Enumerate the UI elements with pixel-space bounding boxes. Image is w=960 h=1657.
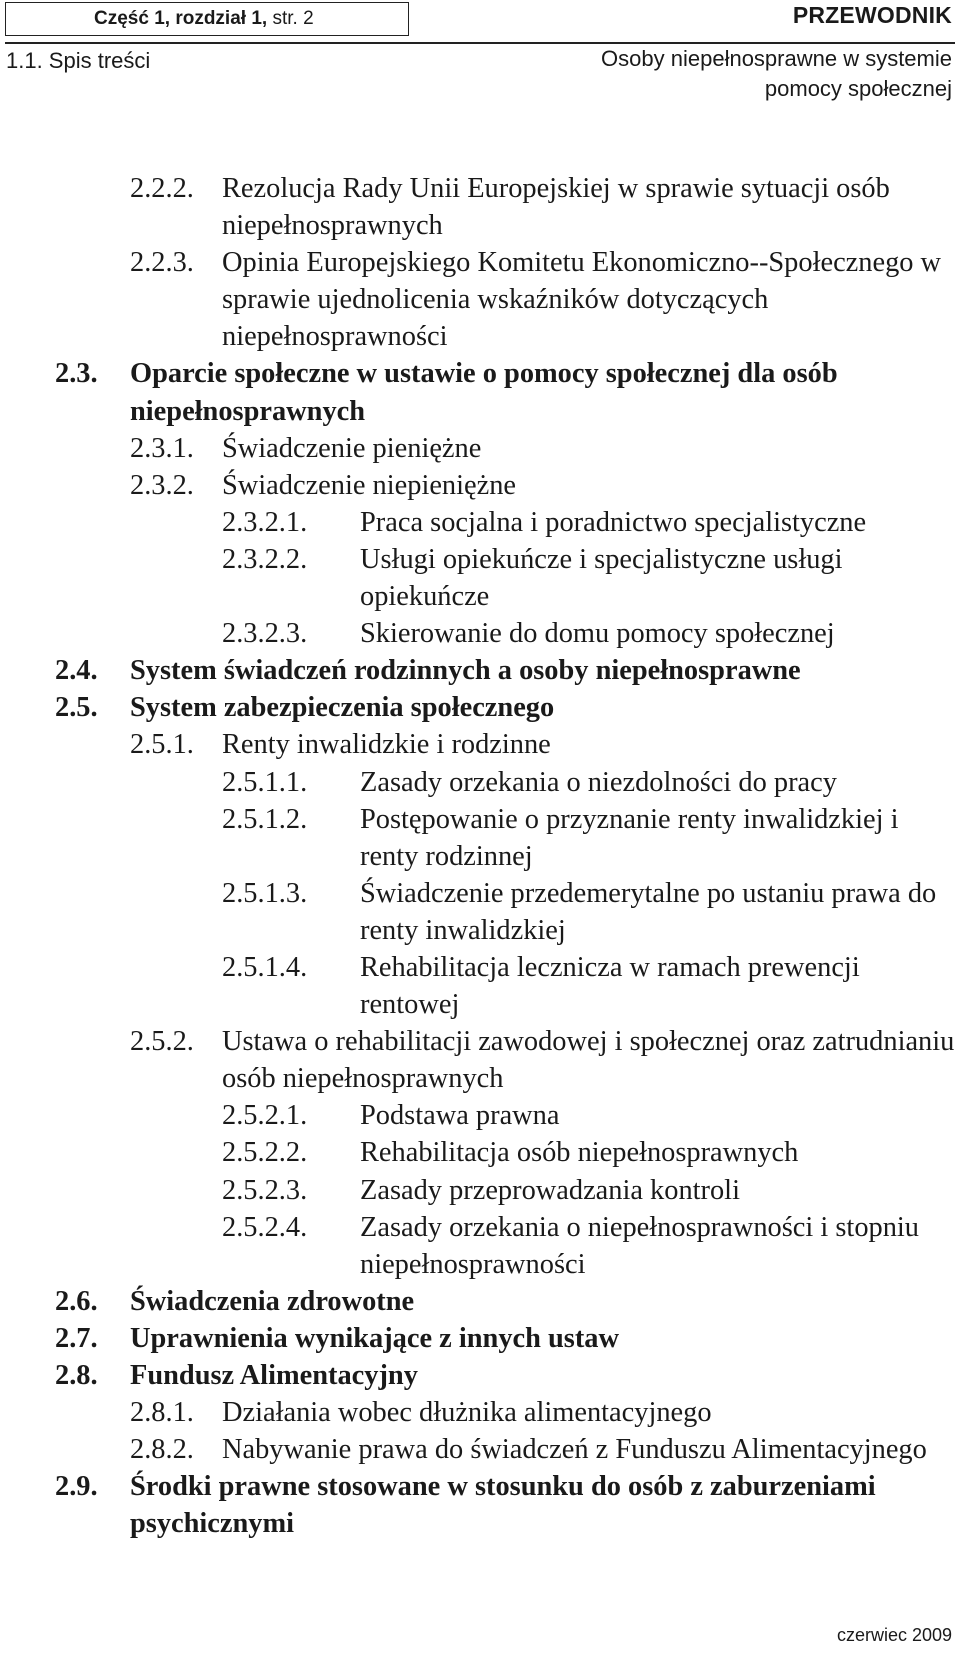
toc-number: 2.5.1.4. xyxy=(222,951,308,983)
toc-title: System zabezpieczenia społecznego xyxy=(130,692,555,724)
toc-number: 2.9. xyxy=(55,1471,98,1503)
toc-entry xyxy=(0,1023,960,1097)
toc-number: 2.7. xyxy=(55,1322,98,1354)
toc-number: 2.8. xyxy=(55,1360,98,1391)
toc-entry xyxy=(0,541,960,615)
toc-entry xyxy=(0,1209,960,1283)
toc-title: Uprawnienia wynikające z innych ustaw xyxy=(130,1322,619,1354)
toc-number: 2.5.1.2. xyxy=(222,803,308,835)
toc-entry xyxy=(0,170,960,244)
toc-entry xyxy=(0,875,960,949)
toc-number: 2.4. xyxy=(55,655,98,687)
toc-number: 2.8.1. xyxy=(130,1397,194,1429)
toc-number: 2.5.1. xyxy=(130,729,194,761)
toc-entry xyxy=(0,1283,960,1320)
toc-entry xyxy=(0,1468,960,1542)
toc-number: 2.5.2.1. xyxy=(222,1100,308,1132)
toc-title: Świadczenia zdrowotne xyxy=(130,1285,415,1317)
toc-entry xyxy=(0,949,960,1023)
page-label: str. 2 xyxy=(272,8,314,29)
toc-number: 2.3.2.1. xyxy=(222,506,308,538)
toc-number: 2.5.2.2. xyxy=(222,1137,308,1169)
table-of-contents xyxy=(0,170,960,1542)
toc-title: Zasady przeprowadzania kontroli xyxy=(360,1174,740,1206)
toc-entry xyxy=(0,1431,960,1468)
subject-line-1: Osoby niepełnosprawne w systemie xyxy=(601,46,952,71)
toc-title: Nabywanie prawa do świadczeń z Funduszu Alimentacyjnego xyxy=(222,1434,927,1466)
toc-title: Praca socjalna i poradnictwo specjalistyczne xyxy=(360,506,867,538)
toc-title: Świadczenie przedemerytalne po ustaniu prawa do renty inwalidzkiej xyxy=(360,877,937,946)
chapter-label: Część 1, rozdział 1, xyxy=(94,8,268,29)
toc-title: Rehabilitacja lecznicza w ramach prewencji rentowej xyxy=(360,951,860,1021)
toc-entry xyxy=(0,615,960,652)
toc-entry xyxy=(0,1357,960,1394)
toc-entry xyxy=(0,1097,960,1134)
subject-line-2: pomocy społecznej xyxy=(764,76,952,101)
toc-number: 2.3.2.3. xyxy=(222,618,308,650)
toc-title: System świadczeń rodzinnych a osoby niepełnosprawne xyxy=(130,655,801,687)
toc-title: Działania wobec dłużnika alimentacyjnego xyxy=(222,1397,712,1429)
toc-number: 2.3.1. xyxy=(130,432,194,464)
toc-number: 2.8.2. xyxy=(130,1434,194,1466)
publication-title: PRZEWODNIK xyxy=(792,2,952,28)
toc-number: 2.5.1.1. xyxy=(222,766,308,798)
toc-entry xyxy=(0,1394,960,1431)
toc-entry xyxy=(0,726,960,763)
toc-number: 2.5.2.4. xyxy=(222,1211,308,1243)
toc-title: Oparcie społeczne w ustawie o pomocy społecznej dla osób niepełnosprawnych xyxy=(130,358,838,427)
toc-entry xyxy=(0,355,960,429)
toc-number: 2.5. xyxy=(55,692,98,724)
toc-title: Podstawa prawna xyxy=(360,1100,560,1132)
toc-title: Postępowanie o przyznanie renty inwalidzkiej i renty rodzinnej xyxy=(360,803,899,872)
toc-title: Skierowanie do domu pomocy społecznej xyxy=(360,618,835,650)
toc-entry xyxy=(0,801,960,875)
toc-title: Ustawa o rehabilitacji zawodowej i społecznej oraz zatrudnianiu osób niepełnosprawnych xyxy=(222,1026,955,1095)
toc-entry xyxy=(0,430,960,467)
toc-title: Świadczenie niepieniężne xyxy=(222,469,517,501)
toc-entry xyxy=(0,1134,960,1171)
toc-entry xyxy=(0,467,960,504)
toc-number: 2.2.3. xyxy=(130,247,194,279)
toc-entry xyxy=(0,764,960,801)
toc-entry xyxy=(0,1320,960,1357)
toc-title: Usługi opiekuńcze i specjalistyczne usługi opiekuńcze xyxy=(360,543,843,613)
toc-number: 2.3.2.2. xyxy=(222,543,308,575)
toc-number: 2.3.2. xyxy=(130,469,194,501)
toc-number: 2.5.2. xyxy=(130,1026,194,1058)
toc-title: Opinia Europejskiego Komitetu Ekonomiczno--Społecznego w sprawie ujednolicenia wskaźników dotyczących niepełnosprawności xyxy=(222,247,942,353)
toc-entry xyxy=(0,504,960,541)
toc-title: Rezolucja Rady Unii Europejskiej w sprawie sytuacji osób niepełnosprawnych xyxy=(222,173,890,242)
toc-number: 2.5.1.3. xyxy=(222,877,308,909)
subject-title xyxy=(601,44,952,104)
toc-title: Świadczenie pieniężne xyxy=(222,432,482,464)
toc-title: Zasady orzekania o niezdolności do pracy xyxy=(360,766,837,798)
toc-number: 2.6. xyxy=(55,1285,98,1317)
toc-entry xyxy=(0,1172,960,1209)
toc-number: 2.3. xyxy=(55,358,98,390)
toc-number: 2.5.2.3. xyxy=(222,1174,308,1206)
issue-date: czerwiec 2009 xyxy=(836,1625,952,1645)
toc-entry xyxy=(0,244,960,355)
toc-title: Fundusz Alimentacyjny xyxy=(130,1360,418,1391)
toc-title: Rehabilitacja osób niepełnosprawnych xyxy=(360,1137,799,1169)
toc-number: 2.2.2. xyxy=(130,173,194,204)
toc-entry xyxy=(0,689,960,726)
chapter-page-box xyxy=(5,2,409,36)
toc-title: Renty inwalidzkie i rodzinne xyxy=(222,729,551,761)
section-title: 1.1. Spis treści xyxy=(6,48,151,73)
toc-entry xyxy=(0,652,960,689)
toc-title: Zasady orzekania o niepełnosprawności i stopniu niepełnosprawności xyxy=(360,1211,919,1280)
toc-title: Środki prawne stosowane w stosunku do osób z zaburzeniami psychicznymi xyxy=(130,1471,876,1540)
